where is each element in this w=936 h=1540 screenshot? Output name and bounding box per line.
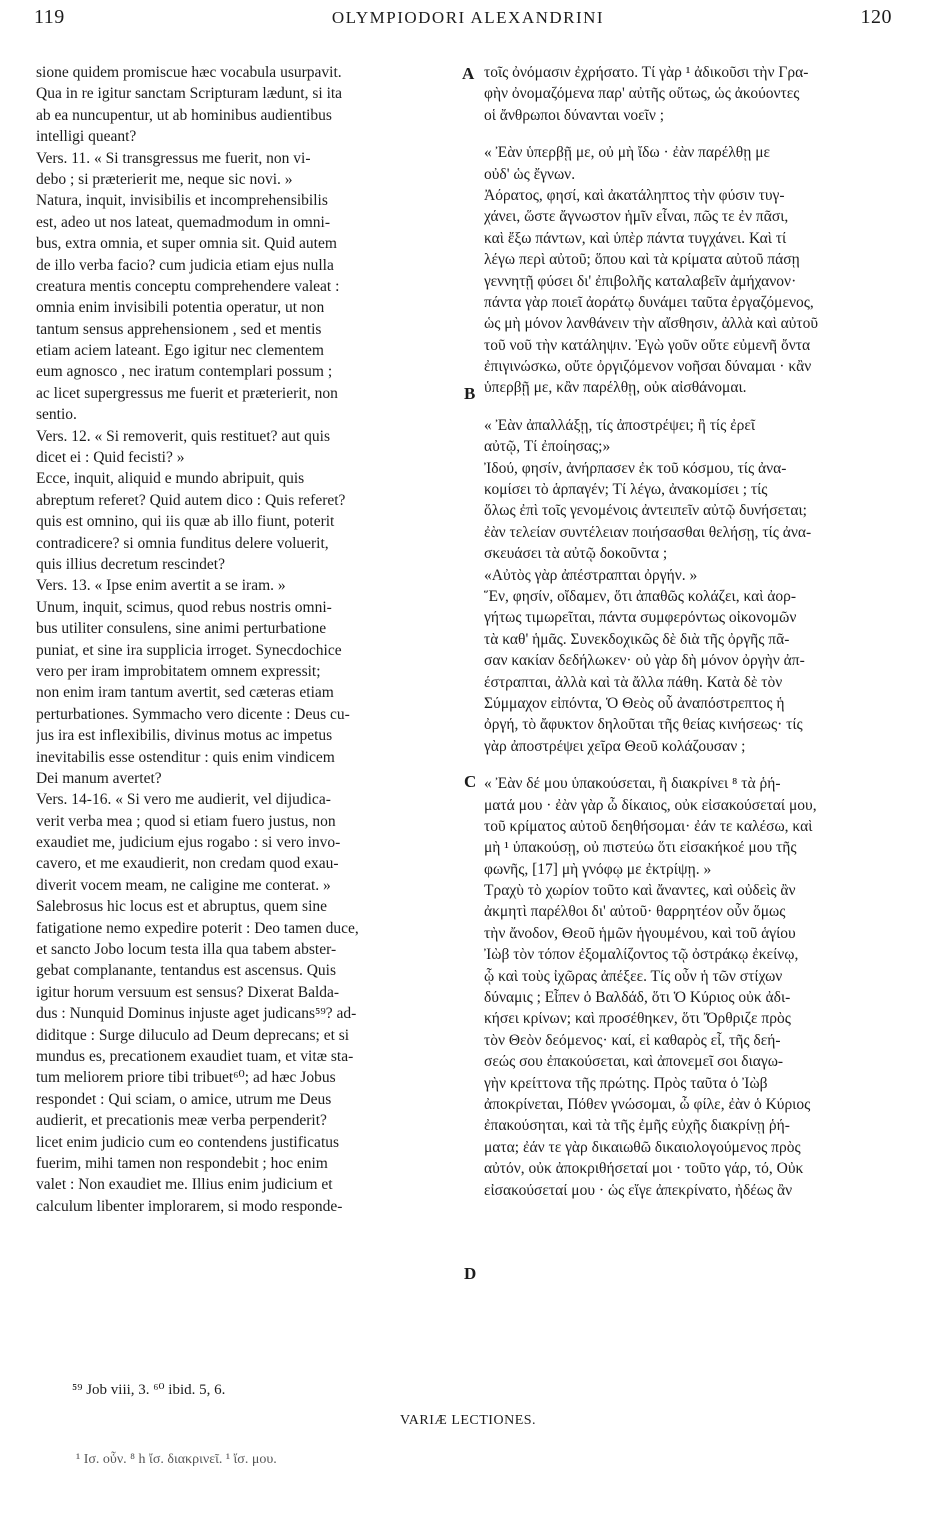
greek-text-line: Ἕν, φησίν, οἴδαμεν, ὅτι ἀπαθῶς κολάζει, καὶ ἀορ- [484,587,797,605]
greek-text-line: Ἀόρατος, φησί, καὶ ἀκατάληπτος τὴν φύσιν τυγ- [484,186,785,204]
greek-text-line: γεννητῇ φύσει δι' ἐπιβολῆς καταλαβεῖν ἀμήχανον· [484,272,797,290]
latin-text-line: debo ; si præterierit me, neque sic novi. » [36,170,293,188]
latin-text-line: quis est omnino, qui iis quæ ab illo fiunt, poterit [36,513,335,531]
latin-text-line: valet : Non exaudiet me. Illius enim judicium et [36,1176,333,1194]
latin-text-line: etiam aciem lateant. Ego igitur nec clementem [36,342,324,360]
paragraph-gap [484,757,904,773]
latin-text-line: verit verba mea ; quod si etiam fuero justus, non [36,812,336,830]
margin-marker-d: D [464,1264,477,1283]
latin-text-line: intelligi queant? [36,128,137,146]
latin-text-line: de illo verba facio? cum judicia etiam ejus nulla [36,256,334,274]
latin-text-line: Unum, inquit, scimus, quod rebus nostris omni- [36,598,332,616]
greek-text-line: οἱ ἄνθρωποι δύνανται νοεῖν ; [484,106,665,124]
greek-text-line: λέγω περὶ αὐτοῦ; ὅπου καὶ τὰ κρίματα αὐτοῦ πάσῃ [484,251,800,269]
latin-text-line: dus : Nunquid Dominus injuste aget judicans⁵⁹? ad- [36,1005,357,1023]
latin-text-line: perturbationes. Symmacho vero dicente : Deus cu- [36,705,350,723]
greek-text-line: αὐτόν, οὐκ ἀποκριθήσεταί μοι · τοῦτο γάρ, τό, Οὐκ [484,1160,804,1178]
greek-text-line: ἐὰν τελείαν συντέλειαν ποιήσασθαι θελήσῃ, τίς ἀνα- [484,523,812,541]
latin-text-line: Vers. 11. « Si transgressus me fuerit, non vi- [36,149,311,167]
latin-text-line: est, adeo ut nos lateat, quemadmodum in omni- [36,213,331,231]
greek-text-line: κήσει κρίνων; καὶ προσέθηκεν, ὅτι Ὄρθριζε πρὸς [484,1010,791,1028]
greek-text-line: « Ἐὰν ὑπερβῇ με, οὐ μὴ ἴδω · ἐὰν παρέλθῃ με [484,144,771,162]
latin-text-line: vero per iram improbitatem omnem expressit; [36,662,321,680]
latin-text-line: omnia enim invisibili potentia operatur, ut non [36,299,325,317]
latin-text-line: Vers. 12. « Si removerit, quis restituet? aut quis [36,427,331,445]
latin-text-line: Dei manum avertet? [36,769,162,787]
greek-text-line: τοῦ κρίματος αὐτοῦ δεηθήσομαι· ἐάν τε καλέσω, καὶ [484,817,813,835]
greek-text-line: ᾧ καὶ τοὺς ἰχῶρας ἀπέξεε. Τίς οὖν ἡ τῶν στίχων [484,967,783,985]
greek-text-line: ἐπακούσηται, καὶ τὰ τῆς ἐμῆς εὐχῆς διακρίνῃ ῥή- [484,1117,790,1135]
page-number-left: 119 [34,6,65,28]
footnote: ⁵⁹ Job viii, 3. ⁶⁰ ibid. 5, 6. [72,1382,226,1398]
greek-text-line: φωνῆς, [17] μὴ γνόφῳ με ἐκτρίψῃ. » [484,860,712,878]
latin-text-line: tantum sensus apprehensionem , sed et mentis [36,320,322,338]
latin-text-line: Vers. 14-16. « Si vero me audierit, vel dijudica- [36,791,331,809]
greek-text-line: ὑπερβῇ με, κἂν παρέλθῃ, οὐκ αἰσθάνομαι. [484,379,747,397]
greek-text-line: ὀργή, τὸ ἄφυκτον δηλοῦται τῆς θείας κινήσεως· τίς [484,716,803,734]
greek-text-line: Σύμμαχον εἰπόντα, Ὁ Θεὸς οὗ ἀναπόστρεπτος ἡ [484,694,785,712]
latin-text-line: tum meliorem priore tibi tribuet⁶⁰; ad hæc Jobus [36,1069,336,1087]
paragraph-gap [484,399,904,415]
greek-text-line: δύναμις ; Εἶπεν ὁ Βαλδάδ, ὅτι Ὁ Κύριος οὐκ ἀδι- [484,989,791,1007]
greek-text-line: πάντα γὰρ ποιεῖ ἀοράτῳ δυνάμει ταῦτα ἐργαζόμενος, [484,293,814,311]
latin-text-line: bus, extra omnia, et super omnia sit. Quid autem [36,235,337,253]
latin-text-line: diditque : Surge diluculo ad Deum deprecans; et si [36,1026,350,1044]
latin-text-line: licet enim judicio cum eo contendens justificatus [36,1133,340,1151]
greek-text-line: γὰρ ἀποστρέψει χεῖρα Θεοῦ κολάζουσαν ; [484,737,746,755]
latin-text-line: inevitabilis esse ostenditur : quis enim vindicem [36,748,335,766]
greek-text-line: «Αὐτὸς γὰρ ἀπέστραπται ὀργήν. » [484,566,698,584]
latin-text-line: abreptum referet? Quid autem dico : Quis referet? [36,491,346,509]
latin-text-line: Ecce, inquit, aliquid e mundo abripuit, quis [36,470,305,488]
latin-column [36,62,456,1217]
greek-text-line: Τραχὺ τὸ χωρίον τοῦτο καὶ ἄναντες, καὶ οὐδεὶς ἂν [484,882,796,900]
latin-text-line: puniat, et sine ira supplicia irroget. Synecdochice [36,641,342,659]
greek-text-line: ἐπιγινώσκω, οὔτε ὀργιζόμενον νοῆσαι δύναμαι · κἂν [484,358,812,376]
latin-text-line: eum agnosco , nec iratum contemplari possum ; [36,363,333,381]
latin-text-line: mundus es, precationem exaudiet tuam, et vitæ sta- [36,1047,354,1065]
latin-text-line: ac licet supergressus me fuerit et præterierit, non [36,384,338,402]
greek-text-line: οὐδ' ὡς ἔγνων. [484,165,576,183]
greek-text-line: γήτως τιμωρεῖται, πάντα συμφερόντως οἰκονομῶν [484,609,797,627]
greek-text-line: φὴν ὀνομαζόμενα παρ' αὐτῆς οὕτως, ὡς ἀκούοντες [484,85,800,103]
page-number-right: 120 [860,6,892,28]
latin-text-line: Natura, inquit, invisibilis et incomprehensibilis [36,192,328,210]
latin-text-line: gebat complanante, tentandus est ascensus. Quis [36,962,337,980]
latin-text-line: fatigatione nemo expedire poterit : Deo tamen duce, [36,919,359,937]
greek-text-line: σεώς σου ἐπακούσεται, καὶ ἀπονεμεῖ σοι διαγω- [484,1053,784,1071]
latin-text-line: sentio. [36,406,77,424]
greek-text-line: τὸν Θεὸν δεόμενος· καί, εἰ καθαρὸς εἶ, τῆς δεή- [484,1031,781,1049]
latin-text-line: sione quidem promiscue hæc vocabula usurpavit. [36,64,342,81]
greek-text-line: αὐτῷ, Τί ἐποίησας;» [484,438,611,456]
latin-text-line: Qua in re igitur sanctam Scripturam lædunt, si ita [36,85,343,103]
greek-text-line: γὴν κρείττονα τῆς πρώτης. Πρὸς ταῦτα ὁ Ἰὼβ [484,1074,768,1092]
greek-text-line: τὴν ἄνοδον, Θεοῦ ἡμῶν ἡγουμένου, καὶ τοῦ ἁγίου [484,924,796,942]
variae-lectiones-text: ¹ Ισ. οὖν. ⁸ h ἴσ. διακρινεῖ. ¹ ἴσ. μου. [76,1452,277,1467]
latin-text-line: audierit, et precationis meæ verba perpenderit? [36,1112,327,1130]
latin-text-line: calculum libenter implorarem, si modo responde- [36,1197,343,1215]
greek-text-line: σαν κακίαν δεδήλωκεν· οὐ γὰρ δὴ μόνον ὀργὴν ἀπ- [484,652,805,670]
greek-text-line: τοῖς ὀνόμασιν ἐχρήσατο. Τί γὰρ ¹ ἀδικοῦσι τὴν Γρα- [484,64,809,81]
greek-text-line: « Ἐὰν δέ μου ὑπακούσεται, ἢ διακρίνει ⁸ τὰ ῥή- [484,775,781,793]
greek-text-line: ὡς μὴ μόνον λανθάνειν τὴν αἴσθησιν, ἀλλὰ καὶ αὐτοῦ [484,315,819,333]
latin-text-line: bus utiliter consulens, sine animi perturbatione [36,620,327,638]
running-title: OLYMPIODORI ALEXANDRINI [331,8,605,27]
latin-text-line: exaudiet me, judicium ejus rogabo : si vero invo- [36,834,341,852]
latin-text-line: dicet ei : Quid fecisti? » [36,449,185,467]
latin-text-line: igitur horum versuum est sensus? Dixerat Balda- [36,983,340,1001]
greek-text-line: ὅλως ἐπὶ τοῖς γενομένοις ἀντειπεῖν αὐτῷ δυνήσεται; [484,502,807,520]
greek-column [484,62,904,1201]
greek-text-line: ματά μου · ἐὰν γὰρ ὦ δίκαιος, οὐκ εἰσακούσεταί μου, [484,796,817,814]
greek-text-line: Ἰὼβ τὸν τόπον ἐξομαλίζοντος τῷ ὀστράκῳ ἐκείνῳ, [484,946,799,964]
greek-text-line: τὰ καθ' ἡμᾶς. Συνεκδοχικῶς δὲ διὰ τῆς ὀργῆς πᾶ- [484,630,790,648]
greek-text-line: Ἰδού, φησίν, ἀνήρπασεν ἐκ τοῦ κόσμου, τίς ἀνα- [484,459,787,477]
greek-text-line: χάνει, ὥστε ἄγνωστον ἡμῖν εἶναι, πῶς τε ἐν πᾶσι, [484,208,789,226]
latin-text-line: quis illius decretum rescindet? [36,555,225,573]
greek-text-line: τοῦ νοῦ τὴν κατάληψιν. Ἐγὼ γοῦν οὔτε εὐμενῆ ὄντα [484,336,811,354]
greek-text-line: κομίσει τὸ ἁρπαγέν; Τί λέγω, ἀνακομίσει ; τίς [484,481,768,499]
greek-text-line: σκευάσει τὰ αὐτῷ δοκοῦντα ; [484,545,668,563]
greek-text-line: ματα; ἐάν τε γὰρ δικαιωθῶ δικαιολογούμενος πρὸς [484,1138,801,1156]
greek-text-line: καὶ ἔξω πάντων, καὶ ὑπὲρ πάντα τυγχάνει. Καὶ τί [484,229,787,247]
latin-text-line: Salebrosus hic locus est et abruptus, quem sine [36,898,328,916]
latin-text-line: Vers. 13. « Ipse enim avertit a se iram. » [36,577,286,595]
greek-text-line: ἀποκρίνεται, Πόθεν γνώσομαι, ὦ φίλε, ἐὰν ὁ Κύριος [484,1095,811,1113]
greek-text-line: « Ἐὰν ἀπαλλάξῃ, τίς ἀποστρέψει; ἢ τίς ἐρεῖ [484,416,756,434]
margin-marker-b: B [464,384,476,403]
latin-text-line: creatura mentis conceptu comprehendere valeat : [36,277,340,295]
latin-text-line: fuerim, mihi tamen non respondebit ; hoc enim [36,1154,328,1172]
latin-text-line: jus ira est inflexibilis, divinus motus ac impetus [36,727,333,745]
greek-text-line: μὴ ¹ ὑπακούσῃ, οὐ πιστεύω ὅτι εἰσακήκοέ μου τῆς [484,839,797,857]
greek-text-line: έστραπται, ἀλλὰ καὶ τὰ ἄλλα πάθη. Κατὰ δὲ τὸν [484,673,783,691]
latin-text-line: cavero, et me exaudierit, non credam quod exau- [36,855,339,873]
paragraph-gap [484,126,904,142]
latin-text-line: non enim iram tantum avertit, sed cæteras etiam [36,684,334,702]
margin-marker-c: C [464,772,477,791]
greek-text-line: ἀκμητὶ παρέλθοι δι' αὐτοῦ· θαρρητέον οὖν ὅμως [484,903,786,921]
variae-lectiones-heading: VARIÆ LECTIONES. [399,1413,537,1428]
latin-text-line: respondet : Qui sciam, o amice, utrum me Deus [36,1090,332,1108]
latin-text-line: ab ea nuncupentur, ut ab hominibus audientibus [36,106,332,124]
latin-text-line: diverit vocem meam, ne caligine me conterat. » [36,876,331,894]
greek-text-line: εἰσακούσεταί μου · ὡς εἴγε ἀπεκρίνατο, ἠδέως ἂν [484,1181,793,1199]
latin-text-line: et sancto Jobo locum testa illa qua tabem abster- [36,941,337,959]
latin-text-line: contradicere? si omnia funditus delere voluerit, [36,534,329,552]
margin-marker-a: A [462,64,475,83]
